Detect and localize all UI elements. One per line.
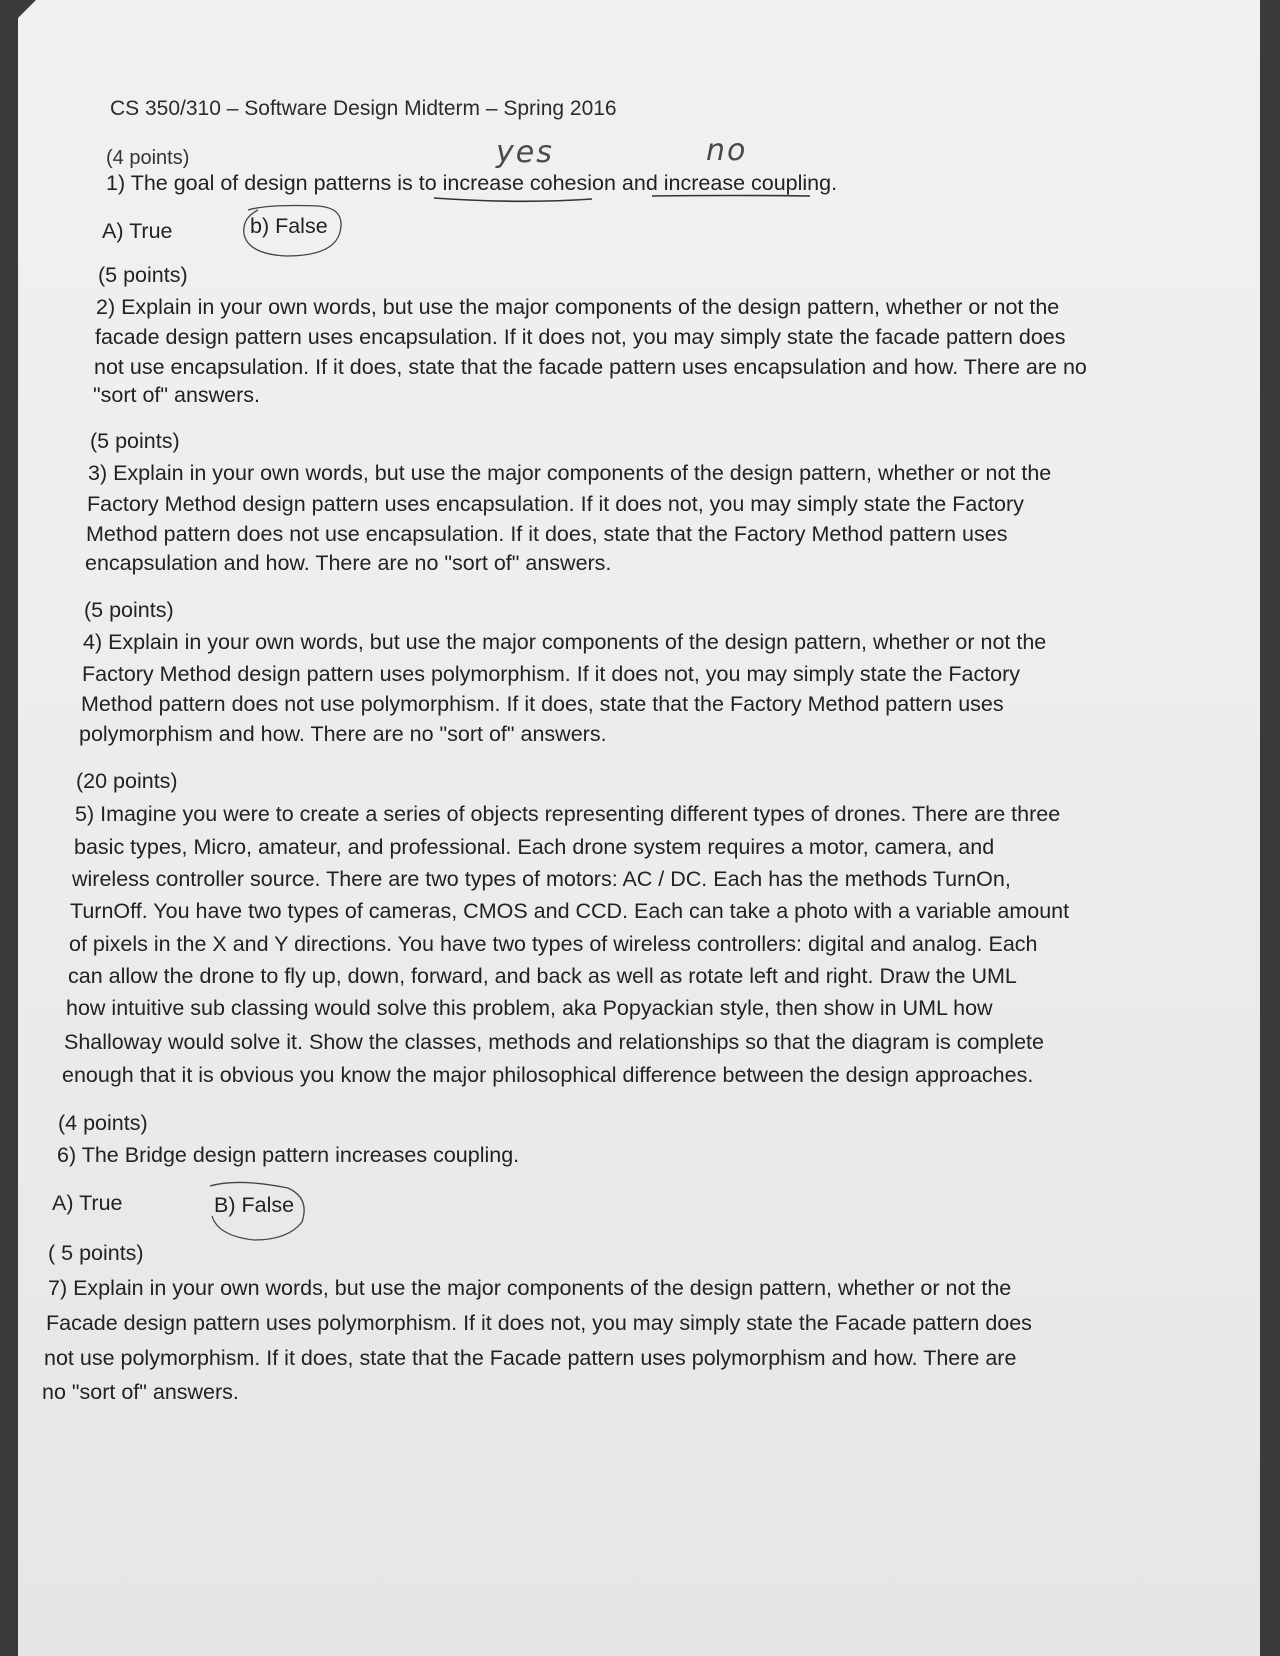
q4-line: polymorphism and how. There are no "sort of" answers.: [79, 722, 607, 746]
q5-line: how intuitive sub classing would solve this problem, aka Popyackian style, then show in UML how: [66, 996, 993, 1020]
q7-line: 7) Explain in your own words, but use the major components of the design pattern, whether or not the: [48, 1276, 1012, 1300]
q4-points: (5 points): [84, 598, 174, 622]
q4-line: Factory Method design pattern uses polymorphism. If it does not, you may simply state the Factory: [82, 662, 1021, 686]
q6-points: (4 points): [58, 1111, 148, 1135]
exam-title: CS 350/310 – Software Design Midterm – Spring 2016: [110, 97, 617, 120]
q3-line: encapsulation and how. There are no "sort of" answers.: [85, 551, 612, 575]
q2-line: "sort of" answers.: [93, 383, 261, 407]
q2-line: facade design pattern uses encapsulation. If it does not, you may simply state the facade pattern does: [95, 325, 1066, 349]
q7-line: no "sort of" answers.: [42, 1380, 239, 1404]
q7-line: not use polymorphism. If it does, state that the Facade pattern uses polymorphism and how. There are: [44, 1346, 1017, 1370]
q6-option-true: A) True: [52, 1191, 123, 1215]
q3-line: Method pattern does not use encapsulation. If it does, state that the Factory Method pattern uses: [86, 522, 1008, 546]
q3-line: 3) Explain in your own words, but use the major components of the design pattern, whether or not the: [88, 461, 1052, 485]
q6-option-false-circled: B) False: [214, 1193, 295, 1217]
q4-line: Method pattern does not use polymorphism. If it does, state that the Factory Method pattern uses: [81, 692, 1004, 716]
handwritten-no: no: [706, 133, 748, 168]
ink-marks: [18, 0, 1260, 1656]
exam-page: [18, 0, 1260, 1656]
q5-line: basic types, Micro, amateur, and professional. Each drone system requires a motor, camera, and: [74, 835, 995, 859]
q5-line: enough that it is obvious you know the major philosophical difference between the design approaches.: [62, 1063, 1034, 1087]
q2-points: (5 points): [98, 263, 188, 287]
q7-points: ( 5 points): [48, 1241, 144, 1265]
q1-option-false-circled: b) False: [250, 214, 328, 238]
q5-line: of pixels in the X and Y directions. You have two types of wireless controllers: digital and analog. Each: [69, 932, 1038, 956]
page-corner: [18, 0, 36, 18]
q2-line: not use encapsulation. If it does, state that the facade pattern uses encapsulation and how. There are no: [94, 355, 1087, 379]
q2-line: 2) Explain in your own words, but use the major components of the design pattern, whether or not the: [96, 295, 1060, 319]
q5-line: can allow the drone to fly up, down, forward, and back as well as rotate left and right. Draw the UML: [68, 964, 1017, 988]
q5-line: 5) Imagine you were to create a series of objects representing different types of drones. There are three: [75, 802, 1061, 826]
handwritten-yes: yes: [496, 135, 554, 170]
q3-line: Factory Method design pattern uses encapsulation. If it does not, you may simply state the Factory: [87, 492, 1024, 516]
q1-text: 1) The goal of design patterns is to increase cohesion and increase coupling.: [106, 171, 838, 195]
q5-line: Shalloway would solve it. Show the classes, methods and relationships so that the diagram is complete: [64, 1030, 1044, 1054]
q1-points: (4 points): [106, 147, 190, 169]
q7-line: Facade design pattern uses polymorphism. If it does not, you may simply state the Facade pattern does: [46, 1311, 1032, 1335]
q6-text: 6) The Bridge design pattern increases coupling.: [57, 1143, 520, 1167]
q3-points: (5 points): [90, 429, 180, 453]
q4-line: 4) Explain in your own words, but use the major components of the design pattern, whether or not the: [83, 630, 1047, 654]
underline-increase-cohesion: [434, 198, 592, 201]
q5-line: TurnOff. You have two types of cameras, CMOS and CCD. Each can take a photo with a variable amount: [70, 899, 1070, 923]
q5-points: (20 points): [76, 769, 178, 793]
q5-line: wireless controller source. There are two types of motors: AC / DC. Each has the methods TurnOn,: [72, 867, 1011, 891]
q1-option-true: A) True: [102, 219, 173, 243]
